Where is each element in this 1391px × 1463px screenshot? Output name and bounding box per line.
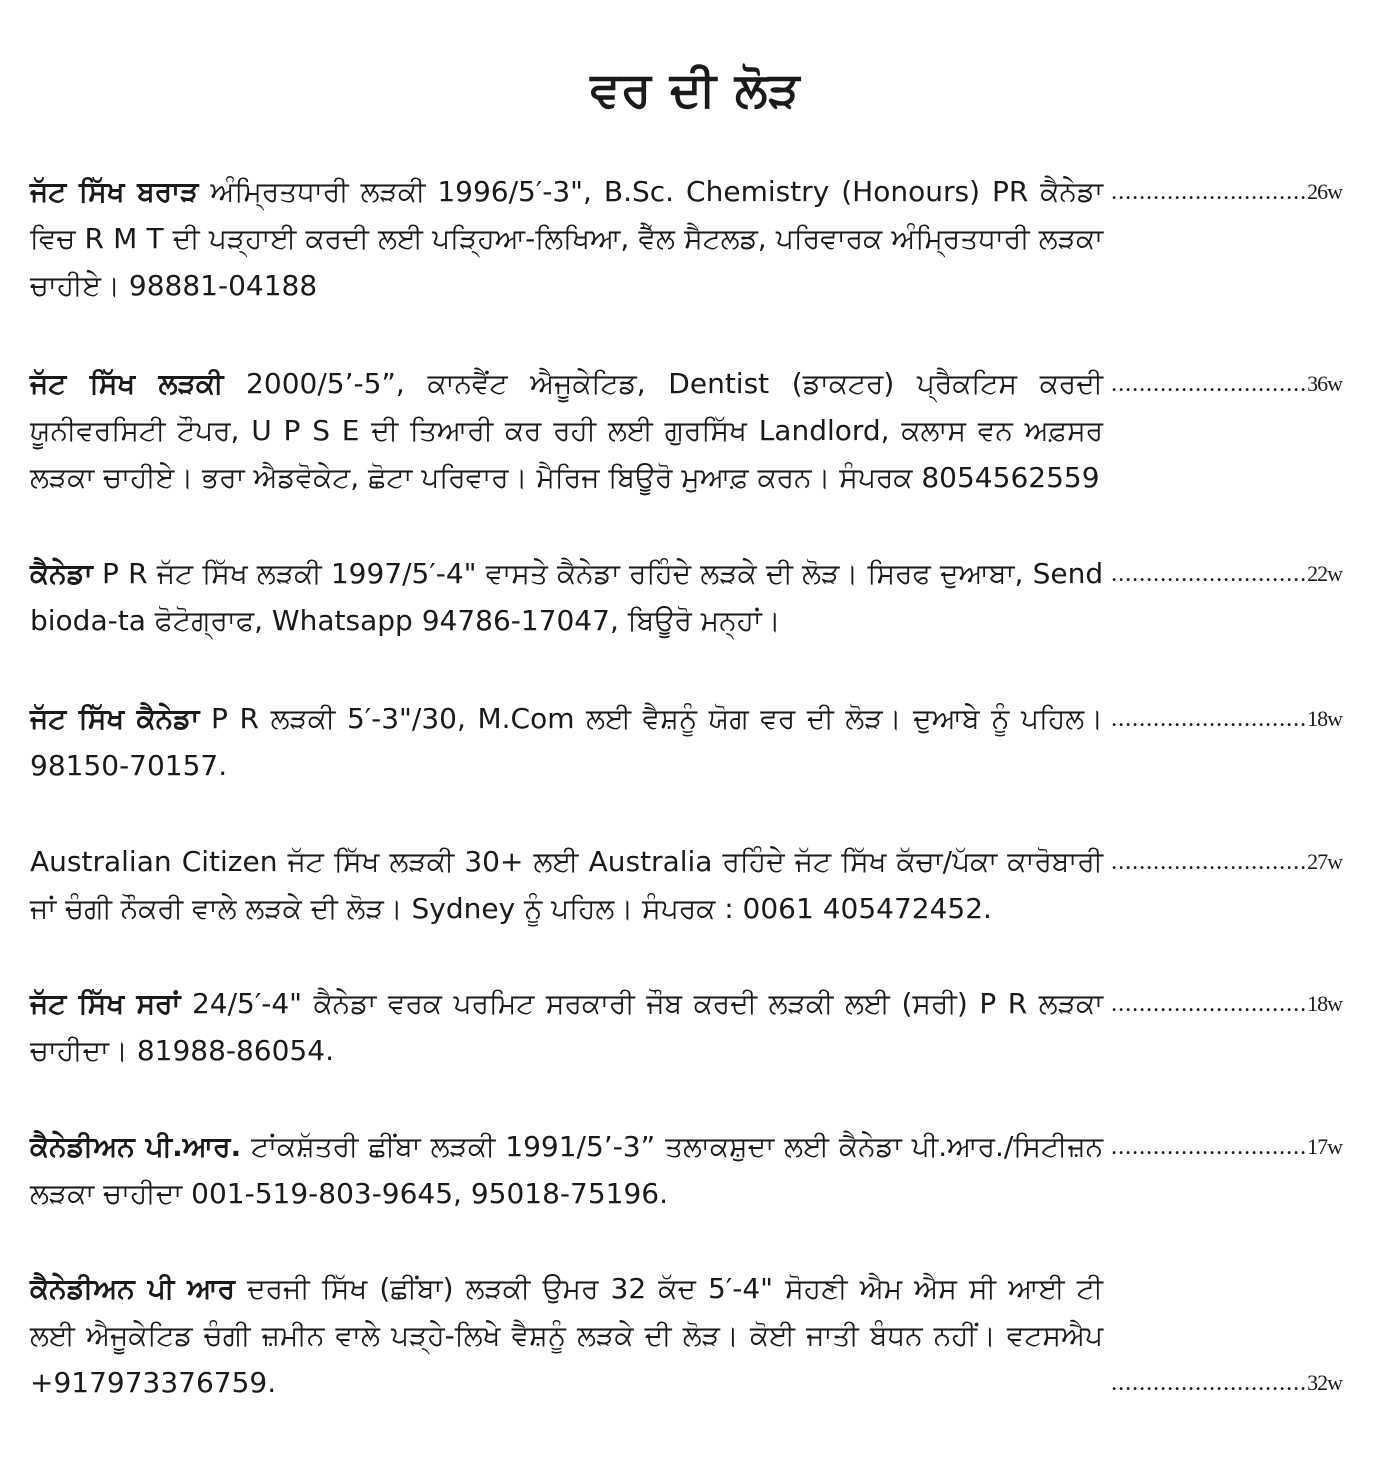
ad-code: ............................18w [1111, 991, 1342, 1017]
classified-ad-2 [30, 360, 1342, 501]
ad-code: ............................26w [1111, 179, 1342, 205]
ad-body: Australian Citizen ਜੱਟ ਸਿੱਖ ਲੜਕੀ 30+ ਲਈ Australia ਰਹਿੰਦੇ ਜੱਟ ਸਿੱਖ ਕੱਚਾ/ਪੱਕਾ ਕਾਰੋਬਾਰੀ ਜਾਂ ਚੰਗੀ ਨੌਕਰੀ ਵਾਲੇ ਲੜਕੇ ਦੀ ਲੋੜ। Sydney ਨੂੰ ਪਹਿਲ। ਸੰਪਰਕ : 0061 405472452. [30, 845, 1104, 925]
classified-ad-5 [30, 838, 1342, 932]
ad-code: ............................27w [1111, 849, 1342, 875]
ad-code: ............................22w [1111, 561, 1342, 587]
classified-ad-8 [30, 1265, 1342, 1407]
ad-heading: ਕੈਨੇਡਾ [30, 557, 93, 590]
classified-ad-6 [30, 980, 1342, 1074]
ad-body: 24/5′-4" ਕੈਨੇਡਾ ਵਰਕ ਪਰਮਿਟ ਸਰਕਾਰੀ ਜੌਬ ਕਰਦੀ ਲੜਕੀ ਲਈ (ਸਰੀ) P R ਲੜਕਾ ਚਾਹੀਦਾ। 81988-86054. [30, 987, 1104, 1067]
ad-heading: ਜੱਟ ਸਿੱਖ ਸਰਾਂ [30, 987, 181, 1020]
ad-body: P R ਜੱਟ ਸਿੱਖ ਲੜਕੀ 1997/5′-4" ਵਾਸਤੇ ਕੈਨੇਡਾ ਰਹਿੰਦੇ ਲੜਕੇ ਦੀ ਲੋੜ। ਸਿਰਫ ਦੁਆਬਾ, Send bioda-ta ਫੋਟੋਗ੍ਰਾਫ, Whatsapp 94786-17047, ਬਿਊਰੋ ਮਨ੍ਹਾਂ। [30, 557, 1104, 637]
ad-body: ਟਾਂਕਸ਼ੱਤਰੀ ਛੀਂਬਾ ਲੜਕੀ 1991/5’-3” ਤਲਾਕਸ਼ੁਦਾ ਲਈ ਕੈਨੇਡਾ ਪੀ.ਆਰ./ਸਿਟੀਜ਼ਨ ਲੜਕਾ ਚਾਹੀਦਾ 001-519-803-9645, 95018-75196. [30, 1130, 1104, 1210]
ad-code: ............................17w [1111, 1134, 1342, 1160]
ad-body: P R ਲੜਕੀ 5′-3"/30, M.Com ਲਈ ਵੈਸ਼ਨੂੰ ਯੋਗ ਵਰ ਦੀ ਲੋੜ। ਦੁਆਬੇ ਨੂੰ ਪਹਿਲ। 98150-70157. [30, 702, 1104, 782]
ad-heading: ਜੱਟ ਸਿੱਖ ਬਰਾੜ [30, 175, 199, 208]
ad-heading: ਜੱਟ ਸਿੱਖ ਲੜਕੀ [30, 367, 224, 400]
ad-body: ਦਰਜੀ ਸਿੱਖ (ਛੀਂਬਾ) ਲੜਕੀ ਉਮਰ 32 ਕੱਦ 5′-4" ਸੋਹਣੀ ਐਮ ਐਸ ਸੀ ਆਈ ਟੀ ਲਈ ਐਜੂਕੇਟਿਡ ਚੰਗੀ ਜ਼ਮੀਨ ਵਾਲੇ ਪੜ੍ਹੇ-ਲਿਖੇ ਵੈਸ਼ਨੂੰ ਲੜਕੇ ਦੀ ਲੋੜ। ਕੋਈ ਜਾਤੀ ਬੰਧਨ ਨਹੀਂ। ਵਟਸਐਪ +917973376759. [30, 1272, 1104, 1399]
ad-heading: ਕੈਨੇਡੀਅਨ ਪੀ ਆਰ [30, 1272, 236, 1305]
classified-ad-4 [30, 695, 1342, 789]
ad-code: ............................18w [1111, 706, 1342, 732]
ad-heading: ਕੈਨੇਡੀਅਨ ਪੀ.ਆਰ. [30, 1130, 242, 1163]
classified-ad-1 [30, 168, 1342, 309]
ad-code: ............................32w [1111, 1370, 1342, 1396]
ad-code: ............................36w [1111, 371, 1342, 397]
classified-ad-3 [30, 550, 1342, 644]
ad-body: ਅੰਮ੍ਰਿਤਧਾਰੀ ਲੜਕੀ 1996/5′-3", B.Sc. Chemistry (Honours) PR ਕੈਨੇਡਾ ਵਿਚ R M T ਦੀ ਪੜ੍ਹਾਈ ਕਰਦੀ ਲਈ ਪੜ੍ਹਿਆ-ਲਿਖਿਆ, ਵੈੱਲ ਸੈਟਲਡ, ਪਰਿਵਾਰਕ ਅੰਮ੍ਰਿਤਧਾਰੀ ਲੜਕਾ ਚਾਹੀਏ। 98881-04188 [30, 175, 1104, 302]
classified-ad-7 [30, 1123, 1342, 1217]
ad-body: 2000/5’-5”, ਕਾਨਵੈਂਟ ਐਜੂਕੇਟਿਡ, Dentist (ਡਾਕਟਰ) ਪ੍ਰੈਕਟਿਸ ਕਰਦੀ ਯੂਨੀਵਰਸਿਟੀ ਟੌਪਰ, U P S E ਦੀ ਤਿਆਰੀ ਕਰ ਰਹੀ ਲਈ ਗੁਰਸਿੱਖ Landlord, ਕਲਾਸ ਵਨ ਅਫ਼ਸਰ ਲੜਕਾ ਚਾਹੀਏ। ਭਰਾ ਐਡਵੋਕੇਟ, ਛੋਟਾ ਪਰਿਵਾਰ। ਮੈਰਿਜ ਬਿਊਰੋ ਮੁਆਫ਼ ਕਰਨ। ਸੰਪਰਕ 8054562559 [30, 367, 1104, 494]
ad-heading: ਜੱਟ ਸਿੱਖ ਕੈਨੇਡਾ [30, 702, 200, 735]
page-title: ਵਰ ਦੀ ਲੋੜ [590, 62, 801, 118]
